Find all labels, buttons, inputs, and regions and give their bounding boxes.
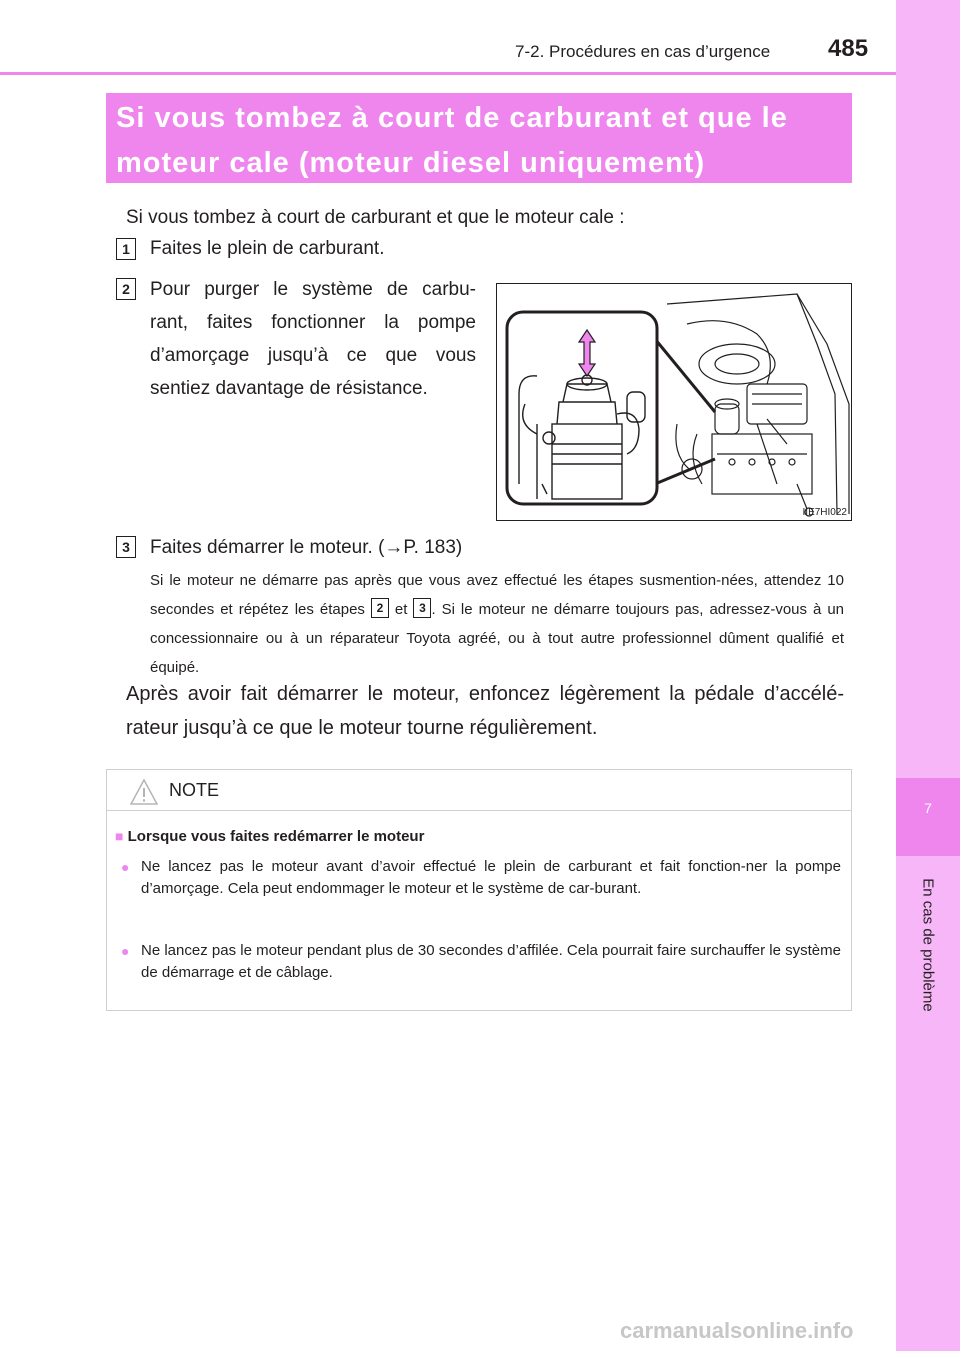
step-2-text [150,273,476,405]
after-start-text: Après avoir fait démarrer le moteur, enfoncez légèrement la pédale d’accélé-rateur jusqu’à ce que le moteur tourne régulièrement. [126,683,844,739]
restart-text-between: et [394,601,408,618]
note-subheading-text: Lorsque vous faites redémarrer le moteur [127,828,425,845]
restart-text-part-1: Si le moteur ne démarre pas après que vous avez effectué les étapes susmention-nées, attendez 10 secondes et répétez les étapes [150,572,844,618]
note-bullet [121,940,841,984]
warning-triangle-icon [129,778,159,806]
note-bullet-text: Ne lancez pas le moteur avant d’avoir effectué le plein de carburant et fait fonction-ner la pompe d’amorçage. Cela peut endommager le moteur et le système de car-burant. [141,858,841,897]
side-tab [896,0,960,1351]
step-2-line: sentiez davantage de résistance. [150,378,428,399]
circle-bullet-icon: ● [121,859,130,875]
step-number-3: 3 [116,536,136,558]
step-2-line: Pour purger le système de carbu- [150,279,476,300]
chapter-number: 7 [924,800,932,816]
step-1-text: Faites le plein de carburant. [150,238,385,259]
note-bullet-text: Ne lancez pas le moteur pendant plus de 30 secondes d’affilée. Cela pourrait faire surchauffer le système de démarrage et de câblage. [141,942,841,981]
chapter-label: En cas de problème [919,878,937,1012]
intro-text: Si vous tombez à court de carburant et que le moteur cale : [126,207,625,228]
step-reference-2: 2 [371,598,389,618]
note-title: NOTE [169,780,220,800]
restart-instructions [150,566,844,682]
step-number-1: 1 [116,238,136,260]
section-title-line-1: Si vous tombez à court de carburant et que le [116,102,788,134]
circle-bullet-icon: ● [121,943,130,959]
step-2-line: rant, faites fonctionner la pompe [150,312,476,333]
step-number-2: 2 [116,278,136,300]
step-3-text: Faites démarrer le moteur. (→P. 183) [150,537,463,558]
footer-watermark: carmanualsonline.info [620,1318,854,1343]
note-header [107,770,851,811]
engine-bay-drawing [497,284,851,520]
figure-code: IIE7HI022 [802,507,847,518]
section-title-line-2: moteur cale (moteur diesel uniquement) [116,147,706,179]
note-box [106,769,852,1011]
note-bullet [121,856,841,900]
square-bullet-icon: ■ [115,828,124,844]
header-rule [0,72,896,75]
step-reference-3: 3 [413,598,431,618]
restart-text-part-2: . Si le moteur ne démarre toujours pas, adressez-vous à un concessionnaire ou à un réparateur Toyota agréé, ou à tout autre professionnel dûment qualifié et équipé. [150,601,845,676]
page-number: 485 [828,35,869,62]
section-title-band [106,93,852,183]
step-2-line: d’amorçage jusqu’à ce que vous [150,345,476,366]
fuel-priming-pump-illustration [496,283,852,521]
note-subheading [115,828,424,845]
running-header: 7-2. Procédures en cas d’urgence [515,42,771,61]
chapter-number-tab [896,778,960,856]
